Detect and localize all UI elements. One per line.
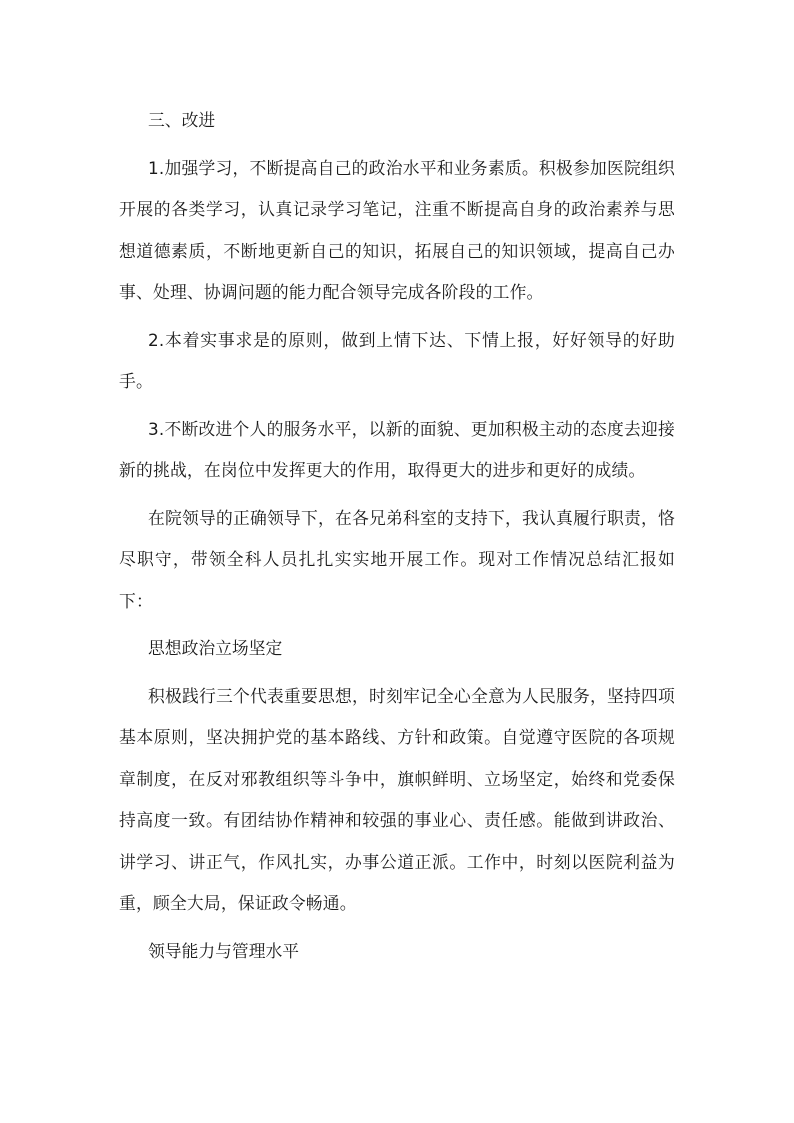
subheading-politics: 思想政治立场坚定 xyxy=(148,638,283,658)
politics-paragraph: 积极践行三个代表重要思想，时刻牢记全心全意为人民服务，坚持四项基本原则，坚决拥护党的基本路线、方针和政策。自觉遵守医院的各项规章制度，在反对邪教组织等斗争中，旗帜鲜明、立场坚定，始终和党委保持高度一致。有团结协作精神和较强的事业心、责任感。能做到讲政治、讲学习、讲正气，作风扎实，办事公道正派。工作中，时刻以医院利益为重，顾全大局，保证政令畅通。 xyxy=(119,685,675,913)
improvement-item-3: 3.不断改进个人的服务水平，以新的面貌、更加积极主动的态度去迎接新的挑战，在岗位中发挥更大的作用，取得更大的进步和更好的成绩。 xyxy=(119,418,675,480)
subheading-leadership: 领导能力与管理水平 xyxy=(148,940,300,961)
document-page xyxy=(119,100,675,978)
improvement-item-2: 2.本着实事求是的原则，做到上情下达、下情上报，好好领导的好助手。 xyxy=(119,329,675,391)
improvement-item-1: 1.加强学习，不断提高自己的政治水平和业务素质。积极参加医院组织开展的各类学习，认真记录学习笔记，注重不断提高自身的政治素养与思想道德素质，不断地更新自己的知识，拓展自己的知识领域，提高自己办事、处理、协调问题的能力配合领导完成各阶段的工作。 xyxy=(119,157,675,302)
section-heading: 三、改进 xyxy=(148,110,216,130)
intro-paragraph: 在院领导的正确领导下，在各兄弟科室的支持下，我认真履行职责，恪尽职守，带领全科人员扎扎实实地开展工作。现对工作情况总结汇报如下： xyxy=(119,507,675,611)
